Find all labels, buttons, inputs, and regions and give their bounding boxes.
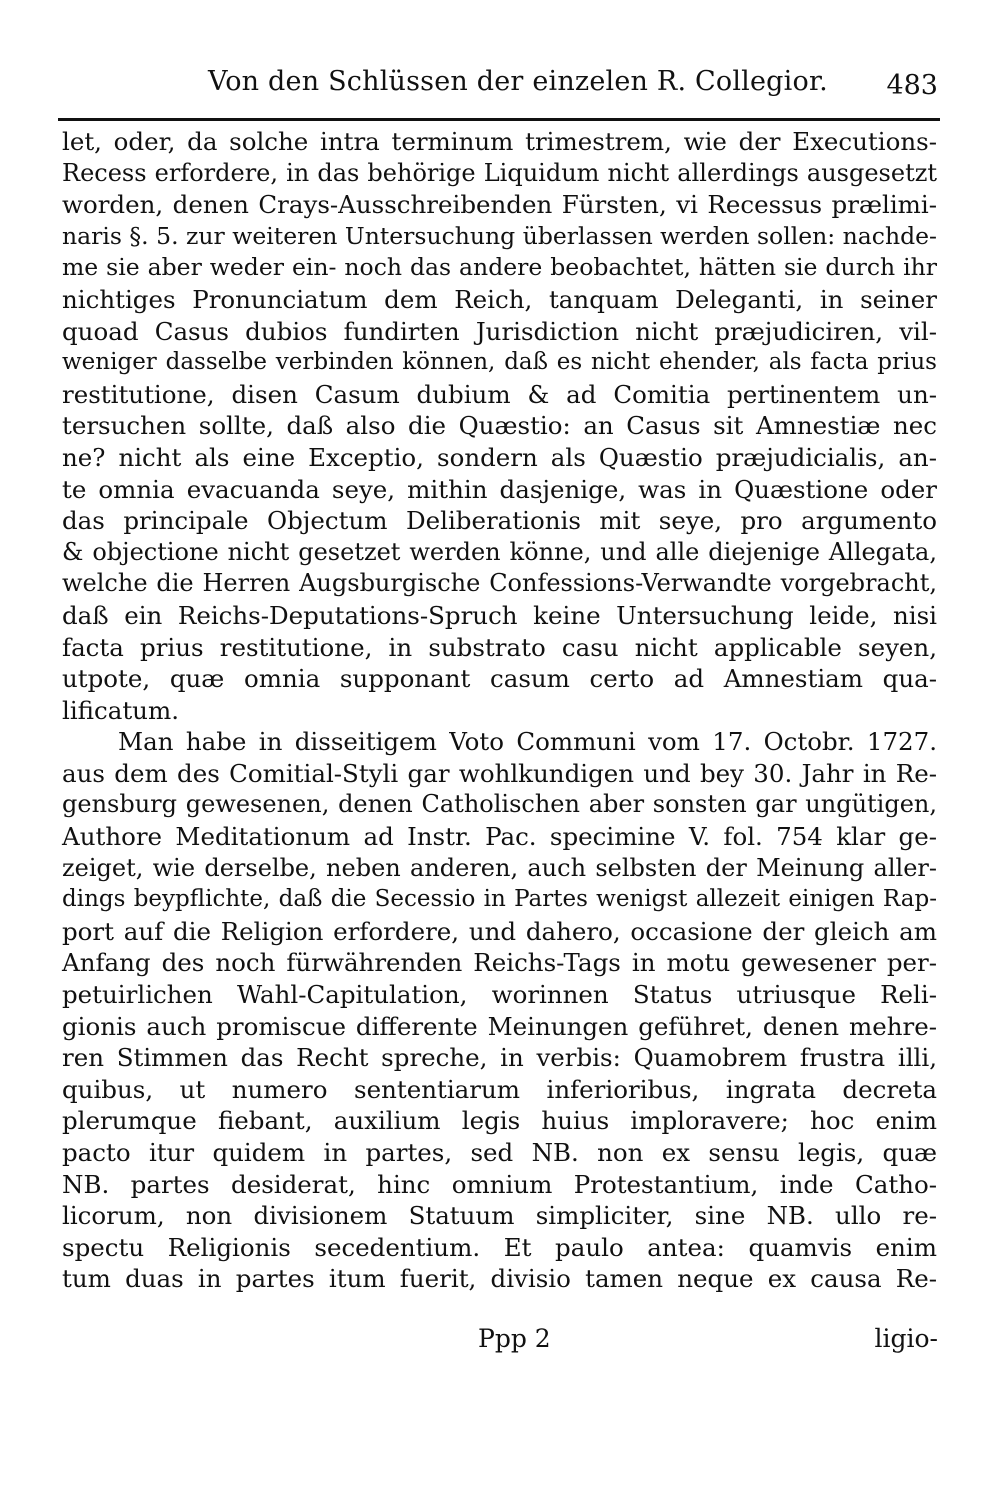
catchword: ligio- — [874, 1324, 938, 1353]
text-line: pacto itur quidem in partes, sed NB. non ex sensu legis, quæ — [62, 1138, 937, 1167]
text-line: naris §. 5. zur weiteren Untersuchung überlassen werden sollen: nachde- — [62, 221, 937, 250]
text-line: nichtiges Pronunciatum dem Reich, tanquam Deleganti, in seiner — [62, 284, 937, 314]
text-line-paragraph-start: Man habe in disseitigem Voto Communi vom 17. Octobr. 1727. — [118, 727, 937, 757]
text-line: plerumque fiebant, auxilium legis huius imploravere; hoc enim — [62, 1106, 937, 1136]
text-line: tersuchen sollte, daß also die Quæstio: an Casus sit Amnestiæ nec — [62, 411, 937, 441]
text-line: ne? nicht als eine Exceptio, sondern als Quæstio præjudicialis, an- — [62, 442, 937, 472]
text-line: restitutione, disen Casum dubium & ad Comitia pertinentem un- — [62, 379, 937, 409]
text-line: worden, denen Crays-Ausschreibenden Fürsten, vi Recessus prælimi- — [62, 190, 937, 220]
signature-mark: Ppp 2 — [478, 1324, 551, 1353]
page-footer — [58, 1324, 938, 1360]
text-line: & objectione nicht gesetzet werden könne, und alle diejenige Allegata, — [62, 537, 937, 566]
text-line: Recess erfordere, in das behörige Liquidum nicht allerdings ausgesetzt — [62, 158, 937, 187]
text-line: gionis auch promiscue differente Meinungen geführet, denen mehre- — [62, 1011, 937, 1041]
text-line: NB. partes desiderat, hinc omnium Protestantium, inde Catho- — [62, 1169, 937, 1199]
text-line: tum duas in partes itum fuerit, divisio tamen neque ex causa Re- — [62, 1264, 937, 1294]
page-header — [58, 62, 938, 106]
text-line: facta prius restitutione, in substrato casu nicht applicable seyen, — [62, 632, 937, 662]
text-line: quoad Casus dubios fundirten Jurisdiction nicht præjudiciren, vil- — [62, 316, 937, 346]
running-title: Von den Schlüssen der einzelen R. Collegior. — [208, 66, 828, 97]
text-line: let, oder, da solche intra terminum trimestrem, wie der Executions- — [62, 127, 937, 156]
text-line: ren Stimmen das Recht spreche, in verbis: Quamobrem frustra illi, — [62, 1043, 937, 1073]
text-line: licorum, non divisionem Statuum simpliciter, sine NB. ullo re- — [62, 1201, 937, 1231]
text-line: Authore Meditationum ad Instr. Pac. specimine V. fol. 754 klar ge- — [62, 822, 937, 852]
text-line: daß ein Reichs-Deputations-Spruch keine Untersuchung leide, nisi — [62, 600, 937, 630]
header-rule — [58, 118, 940, 121]
text-line: port auf die Religion erfordere, und dahero, occasione der gleich am — [62, 916, 937, 946]
text-line: petuirlichen Wahl-Capitulation, worinnen Status utriusque Reli- — [62, 980, 937, 1010]
text-line: spectu Religionis secedentium. Et paulo antea: quamvis enim — [62, 1232, 937, 1262]
text-line: das principale Objectum Deliberationis mit seye, pro argumento — [62, 506, 937, 536]
text-line: aus dem des Comitial-Styli gar wohlkundigen und bey 30. Jahr in Re- — [62, 758, 937, 788]
text-line: utpote, quæ omnia supponant casum certo ad Amnestiam qua- — [62, 664, 937, 694]
text-line: me sie aber weder ein- noch das andere beobachtet, hätten sie durch ihr — [62, 253, 937, 282]
page-number: 483 — [886, 70, 938, 101]
text-line: quibus, ut numero sententiarum inferioribus, ingrata decreta — [62, 1074, 937, 1104]
text-line: gensburg gewesenen, denen Catholischen aber sonsten gar ungütigen, — [62, 790, 937, 819]
text-line: weniger dasselbe verbinden können, daß es nicht ehender, als facta prius — [62, 349, 937, 376]
text-line: zeiget, wie derselbe, neben anderen, auch selbsten der Meinung aller- — [62, 853, 937, 882]
text-line: dings beypflichte, daß die Secessio in Partes wenigst allezeit einigen Rap- — [62, 886, 937, 913]
text-line-paragraph-end: lificatum. — [62, 695, 179, 725]
text-line: te omnia evacuanda seye, mithin dasjenige, was in Quæstione oder — [62, 474, 937, 504]
text-line: welche die Herren Augsburgische Confessions-Verwandte vorgebracht, — [62, 569, 937, 598]
text-line: Anfang des noch fürwährenden Reichs-Tags in motu gewesener per- — [62, 948, 937, 978]
body-text — [62, 126, 937, 1295]
